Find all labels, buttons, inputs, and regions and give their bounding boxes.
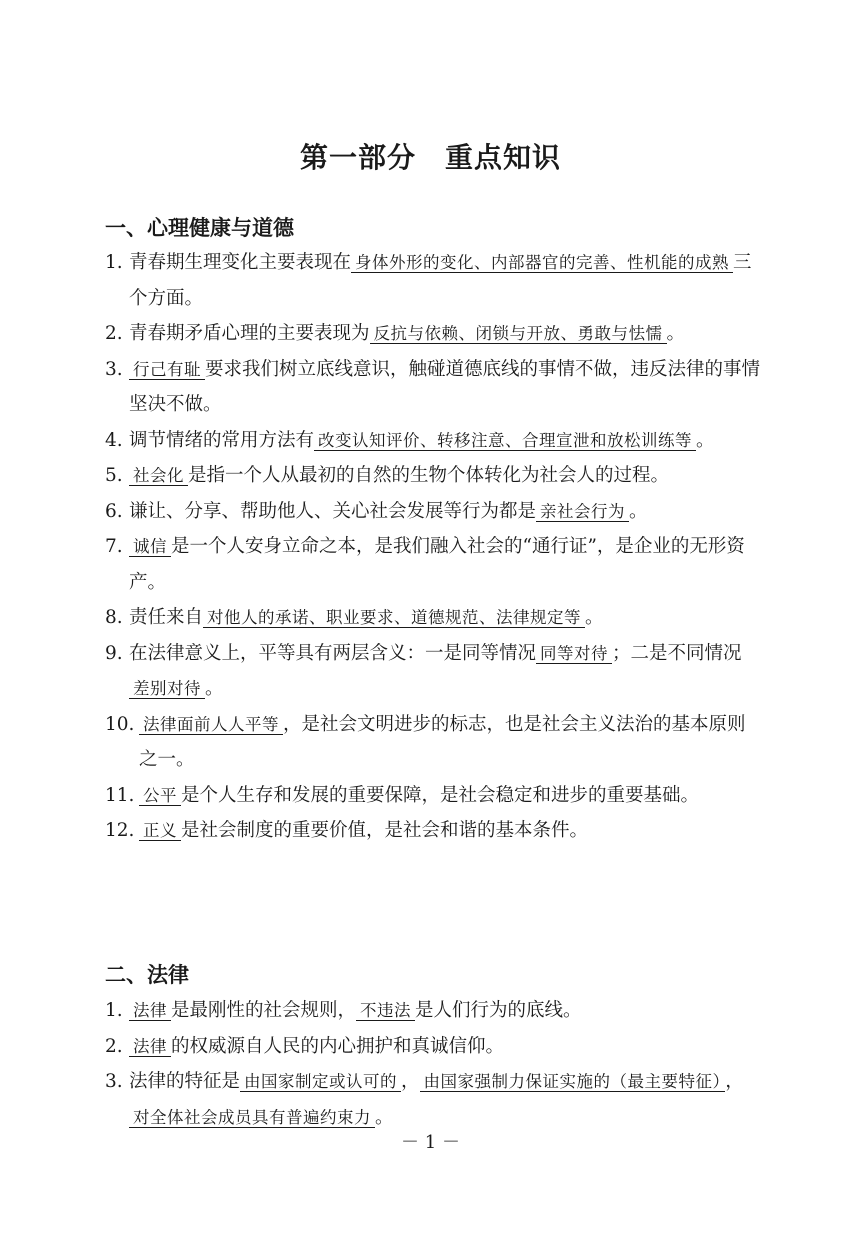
answer-blank: 行己有耻 bbox=[129, 360, 205, 380]
item-text: 是最刚性的社会规则， bbox=[171, 1000, 357, 1021]
item-text: 在法律意义上，平等具有两层含义：一是同等情况 bbox=[129, 642, 537, 664]
item-number: 3. bbox=[105, 358, 123, 380]
answer-blank: 公平 bbox=[139, 786, 181, 806]
page-number: － 1 － bbox=[401, 1132, 460, 1153]
answer-blank: 社会化 bbox=[129, 466, 188, 486]
item-number: 1. bbox=[105, 1000, 123, 1021]
item-text: 是指一个人从最初的自然的生物个体转化为社会人的过程。 bbox=[188, 465, 670, 486]
item-text: 三个方面。 bbox=[129, 252, 752, 309]
item-text: 要求我们树立底线意识，触碰道德底线的事情不做，违反法律的事情坚决不做。 bbox=[129, 358, 761, 415]
answer-blank: 反抗与依赖、闭锁与开放、勇敢与怯懦 bbox=[370, 324, 667, 344]
list-item bbox=[105, 245, 760, 316]
item-number: 3. bbox=[105, 1071, 123, 1092]
list-item bbox=[105, 707, 760, 778]
item-number: 5. bbox=[105, 465, 123, 486]
item-text: 。 bbox=[666, 323, 686, 344]
item-number: 4. bbox=[105, 429, 123, 451]
item-text: 。 bbox=[375, 1106, 394, 1128]
answer-blank: 法律 bbox=[129, 1037, 171, 1057]
item-number: 11. bbox=[105, 784, 135, 806]
answer-blank: 诚信 bbox=[129, 537, 171, 557]
item-number: 12. bbox=[105, 820, 135, 841]
list-item bbox=[105, 423, 760, 459]
item-number: 8. bbox=[105, 607, 123, 628]
item-number: 6. bbox=[105, 500, 123, 522]
item-text: 调节情绪的常用方法有 bbox=[129, 429, 315, 451]
item-text: 是个人生存和发展的重要保障，是社会稳定和进步的重要基础。 bbox=[181, 784, 700, 806]
item-text: 。 bbox=[629, 500, 648, 522]
list-item bbox=[105, 600, 760, 636]
answer-blank: 改变认知评价、转移注意、合理宣泄和放松训练等 bbox=[314, 431, 696, 451]
section-heading: 一、心理健康与道德 bbox=[105, 216, 294, 240]
list-item bbox=[105, 316, 760, 352]
answer-blank: 由国家制定或认可的 bbox=[240, 1072, 401, 1092]
answer-blank: 对全体社会成员具有普遍约束力 bbox=[129, 1108, 375, 1128]
answer-blank: 正义 bbox=[139, 821, 181, 841]
list-item bbox=[105, 352, 760, 423]
item-text: 是社会制度的重要价值，是社会和谐的基本条件。 bbox=[181, 820, 589, 841]
item-number: 1. bbox=[105, 252, 123, 273]
item-text: 青春期矛盾心理的主要表现为 bbox=[129, 323, 370, 344]
answer-blank: 由国家强制力保证实施的（最主要特征） bbox=[420, 1072, 726, 1092]
item-text: 是人们行为的底线。 bbox=[415, 1000, 582, 1021]
answer-blank: 不违法 bbox=[356, 1001, 415, 1021]
item-text: ， bbox=[725, 1071, 744, 1092]
item-text: 的权威源自人民的内心拥护和真诚信仰。 bbox=[171, 1035, 505, 1057]
item-text: ，是社会文明进步的标志，也是社会主义法治的基本原则之一。 bbox=[139, 713, 746, 770]
answer-blank: 法律面前人人平等 bbox=[139, 715, 283, 735]
item-text: 谦让、分享、帮助他人、关心社会发展等行为都是 bbox=[129, 500, 537, 522]
answer-blank: 法律 bbox=[129, 1001, 171, 1021]
list-item bbox=[105, 494, 760, 530]
item-text: 法律的特征是 bbox=[129, 1071, 241, 1092]
item-number: 9. bbox=[105, 642, 123, 664]
section-list bbox=[105, 993, 760, 1135]
answer-blank: 身体外形的变化、内部器官的完善、性机能的成熟 bbox=[351, 253, 733, 273]
item-text: ， bbox=[401, 1071, 420, 1092]
item-number: 2. bbox=[105, 1035, 123, 1057]
section-list bbox=[105, 245, 760, 849]
item-text: ；二是不同情况 bbox=[612, 642, 742, 664]
item-text: 青春期生理变化主要表现在 bbox=[129, 252, 352, 273]
list-item bbox=[105, 636, 760, 707]
section-heading: 二、法律 bbox=[105, 963, 189, 987]
list-item bbox=[105, 993, 760, 1029]
list-item bbox=[105, 458, 760, 494]
answer-blank: 差别对待 bbox=[129, 679, 205, 699]
item-number: 2. bbox=[105, 323, 123, 344]
list-item bbox=[105, 813, 760, 849]
item-text: 是一个人安身立命之本，是我们融入社会的“通行证”，是企业的无形资产。 bbox=[129, 536, 745, 593]
item-number: 10. bbox=[105, 713, 135, 735]
answer-blank: 对他人的承诺、职业要求、道德规范、法律规定等 bbox=[203, 608, 585, 628]
answer-blank: 亲社会行为 bbox=[536, 502, 629, 522]
item-text: 。 bbox=[205, 678, 224, 699]
list-item bbox=[105, 1029, 760, 1065]
item-text: 。 bbox=[585, 607, 604, 628]
list-item bbox=[105, 529, 760, 600]
item-text: 。 bbox=[696, 429, 715, 451]
list-item bbox=[105, 1064, 760, 1135]
list-item bbox=[105, 778, 760, 814]
item-text: 责任来自 bbox=[129, 607, 204, 628]
item-number: 7. bbox=[105, 536, 123, 557]
answer-blank: 同等对待 bbox=[536, 644, 612, 664]
page-title: 第一部分 重点知识 bbox=[299, 141, 561, 174]
